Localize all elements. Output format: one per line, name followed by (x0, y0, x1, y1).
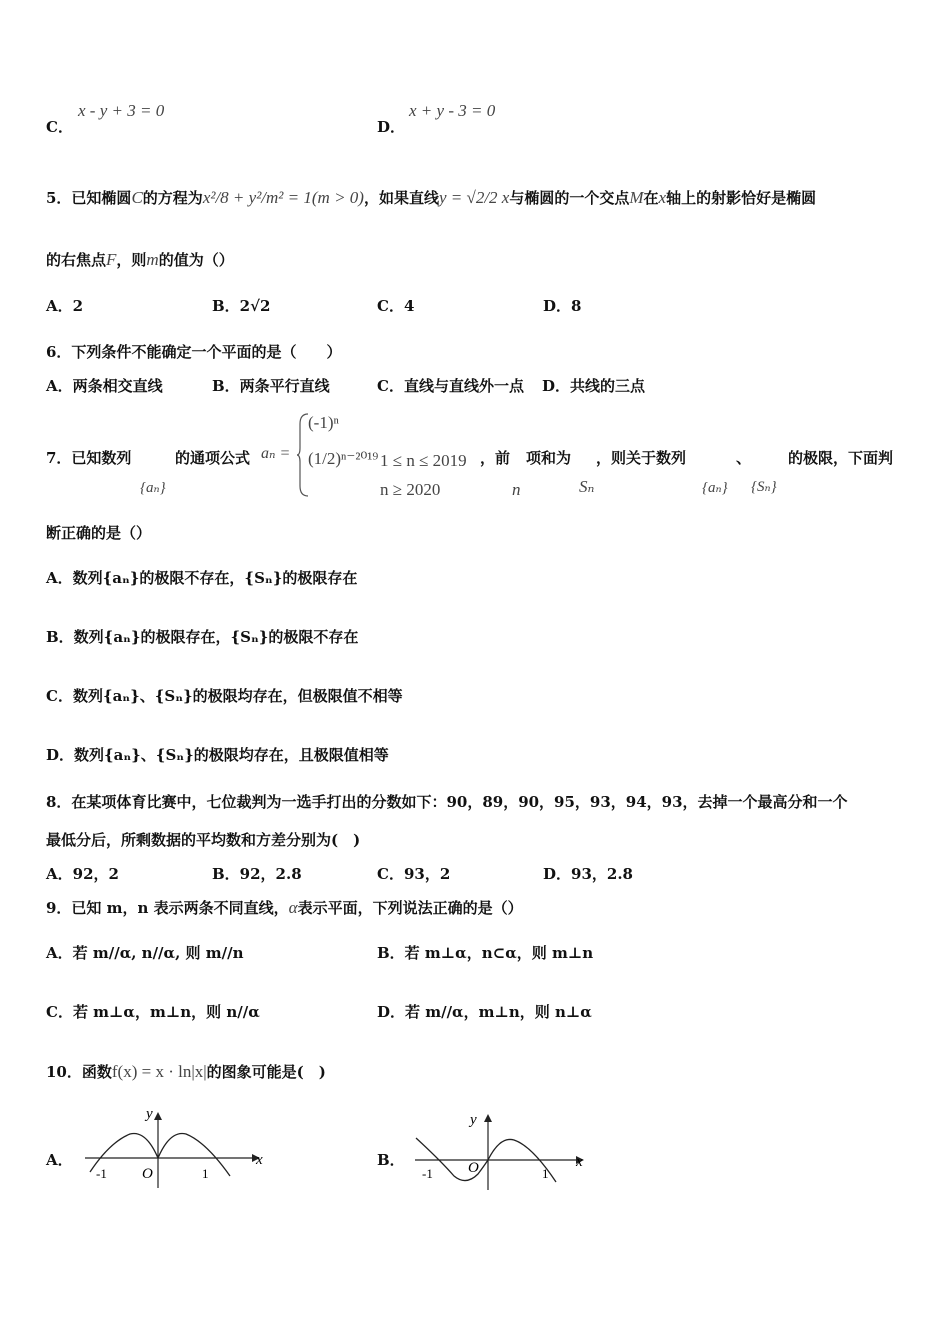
q5-option-d: D．8 (543, 297, 582, 315)
q7-sum-sn: Sₙ (579, 477, 595, 496)
q4-option-c-label: C． (46, 118, 73, 136)
q7-option-d: D．数列{aₙ}、{Sₙ}的极限均存在，且极限值相等 (46, 746, 389, 764)
q10-graph-a-label: A． (46, 1151, 73, 1169)
q5-point-m: M (629, 188, 644, 207)
graph-a-x-label: x (256, 1152, 263, 1168)
q10-stem (46, 1061, 326, 1082)
q10-graph-b (410, 1100, 600, 1195)
q5-stem-g: 的右焦点 (46, 251, 107, 269)
q6-option-c: C．直线与直线外一点 (377, 377, 524, 395)
q8-option-d: D．93，2.8 (543, 865, 633, 883)
q4-option-d-expr: x + y - 3 = 0 (409, 101, 496, 120)
q5-x-axis: x (658, 188, 667, 207)
q8-stem-a: 8．在某项体育比赛中，七位裁判为一选手打出的分数如下：90，89，90，95，93，94，93，去掉一个最高分和一个 (46, 793, 848, 811)
q6-option-a: A．两条相交直线 (46, 377, 163, 395)
graph-a-tick-neg: -1 (96, 1166, 107, 1181)
q7-formula-lhs: aₙ = (261, 445, 291, 462)
graph-a-tick-pos: 1 (202, 1166, 209, 1181)
q5-stem-line2 (46, 249, 234, 270)
graph-a-curve (90, 1134, 230, 1177)
q5-stem-c: ，如果直线 (363, 189, 439, 207)
q7-stem-d: 项和为 (526, 449, 572, 467)
q7-sequence-an: {aₙ} (140, 480, 166, 496)
q7-sequence-an-2: {aₙ} (702, 480, 728, 496)
q7-option-c: C．数列{aₙ}、{Sₙ}的极限均存在，但极限值不相等 (46, 687, 403, 705)
q5-stem-b: 的方程为 (142, 189, 203, 207)
q7-separator: 、 (736, 449, 752, 467)
q7-stem-g: 断正确的是（） (46, 524, 152, 542)
graph-b-y-arrow (484, 1114, 492, 1122)
graph-a-origin: O (142, 1166, 153, 1182)
q9-plane-alpha: α (288, 898, 298, 917)
q8-option-b: B．92，2.8 (212, 865, 302, 883)
q5-stem-a: 5．已知椭圆 (46, 189, 132, 207)
q7-stem-f: 的极限，下面判 (788, 449, 894, 467)
q10-graph-b-label: B． (377, 1151, 405, 1169)
q5-ellipse-equation: x²/8 + y²/m² = 1 (202, 188, 312, 207)
q5-option-a: A．2 (46, 297, 84, 315)
q8-option-a: A．92，2 (46, 865, 119, 883)
q7-case1-condition: 1 ≤ n ≤ 2019 (380, 451, 467, 470)
graph-a-y-arrow (154, 1112, 162, 1120)
graph-b-y-label: y (470, 1112, 477, 1128)
q9-stem-b: 表示平面，下列说法正确的是（） (297, 899, 523, 917)
q5-stem-d: 与椭圆的一个交点 (509, 189, 630, 207)
graph-b-tick-neg: -1 (422, 1166, 433, 1181)
q7-stem-e: ，则关于数列 (596, 449, 687, 467)
q5-ellipse-name: C (131, 188, 143, 207)
q9-option-a: A．若 m//α, n//α, 则 m//n (46, 944, 244, 962)
q8-stem-b: 最低分后，所剩数据的平均数和方差分别为( ) (46, 831, 361, 849)
q7-case2-condition: n ≥ 2020 (380, 480, 441, 499)
q4-option-d-label: D． (377, 118, 406, 136)
q9-option-b: B．若 m⊥α，n⊂α，则 m⊥n (377, 944, 594, 962)
q7-case1: (-1)ⁿ (308, 413, 339, 432)
q5-stem-i: 的值为（） (158, 251, 234, 269)
q7-sequence-sn-2: {Sₙ} (751, 479, 777, 495)
q7-option-b: B．数列{aₙ}的极限存在，{Sₙ}的极限不存在 (46, 628, 359, 646)
q6-option-b: B．两条平行直线 (212, 377, 330, 395)
q5-stem-e: 在 (643, 189, 659, 207)
q10-stem-a: 10．函数 (46, 1063, 112, 1081)
q10-graph-a (80, 1100, 270, 1190)
q10-function: f(x) = x · ln|x| (111, 1062, 207, 1081)
q5-condition: (m > 0) (311, 188, 364, 207)
q7-stem-b: 的通项公式 (175, 449, 251, 467)
q9-option-c: C．若 m⊥α，m⊥n，则 n//α (46, 1003, 260, 1021)
graph-a-y-label: y (146, 1106, 153, 1122)
q5-stem-f: 轴上的射影恰好是椭圆 (666, 189, 817, 207)
q7-stem-a: 7．已知数列 (46, 449, 132, 467)
q10-stem-b: 的图象可能是( ) (206, 1063, 326, 1081)
q5-var-m: m (146, 250, 159, 269)
q9-stem (46, 897, 523, 918)
q6-stem: 6．下列条件不能确定一个平面的是（ ） (46, 343, 342, 361)
q7-var-n: n (512, 480, 521, 499)
q6-option-d: D．共线的三点 (542, 377, 646, 395)
graph-b-tick-pos: 1 (542, 1166, 549, 1181)
q8-option-c: C．93，2 (377, 865, 451, 883)
q5-stem-line1 (46, 187, 816, 208)
q4-option-c-expr: x - y + 3 = 0 (78, 101, 165, 120)
q5-focus-f: F (106, 250, 117, 269)
q7-option-a: A．数列{aₙ}的极限不存在，{Sₙ}的极限存在 (46, 569, 358, 587)
q9-stem-a: 9．已知 m，n 表示两条不同直线， (46, 899, 289, 917)
q7-stem-c: ，前 (480, 449, 511, 467)
q5-option-b: B．2√2 (212, 297, 271, 315)
q5-stem-h: ，则 (116, 251, 147, 269)
q7-case2: (1/2)ⁿ⁻²⁰¹⁹ (308, 449, 379, 468)
q5-line-equation: y = √2/2 x (438, 188, 510, 207)
q5-option-c: C．4 (377, 297, 415, 315)
graph-b-x-label: x (576, 1154, 583, 1170)
graph-b-origin: O (468, 1160, 479, 1176)
q9-option-d: D．若 m//α，m⊥n，则 n⊥α (377, 1003, 592, 1021)
